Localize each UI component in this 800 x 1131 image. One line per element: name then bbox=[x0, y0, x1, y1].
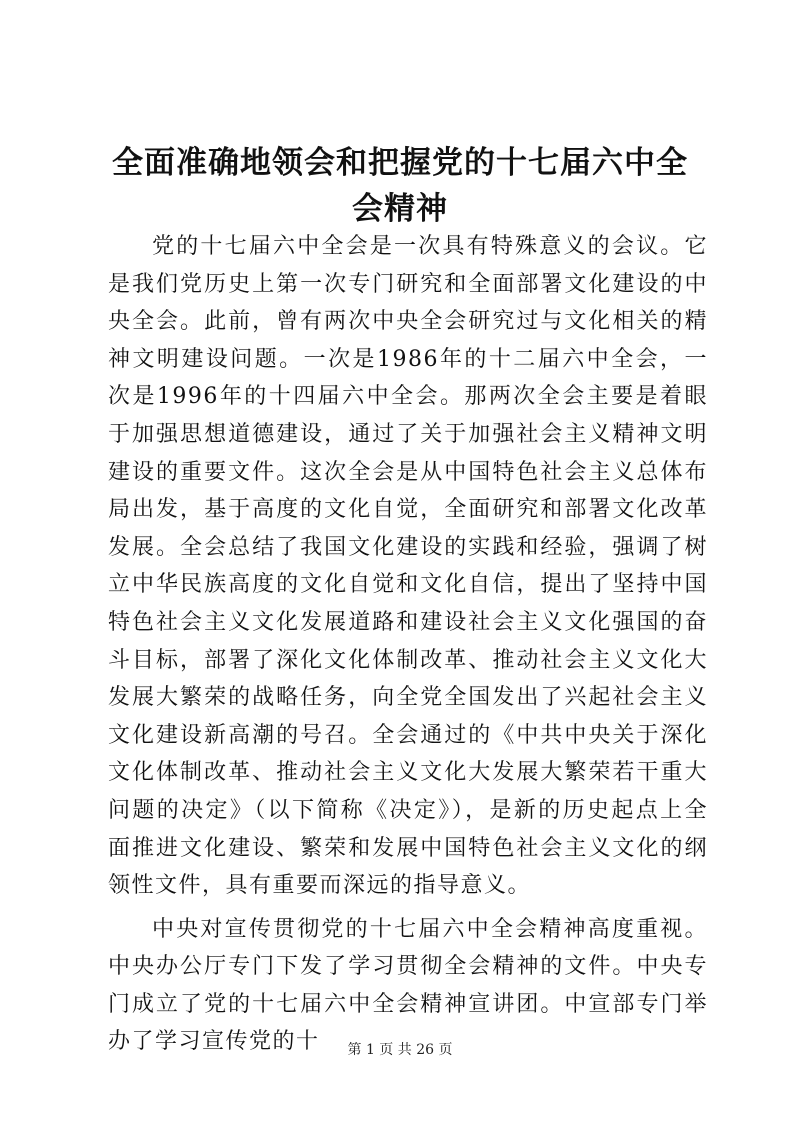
document-title: 全面准确地领会和把握党的十七届六中全会精神 bbox=[112, 145, 688, 227]
paragraph-1: 党的十七届六中全会是一次具有特殊意义的会议。它是我们党历史上第一次专门研究和全面部署文化建设的中央全会。此前，曾有两次中央全会研究过与文化相关的精神文明建设问题。一次是1986年的十二届六中全会，一次是1996年的十四届六中全会。那两次全会主要是着眼于加强思想道德建设，通过了关于加强社会主义精神文明建设的重要文件。这次全会是从中国特色社会主义总体布局出发，基于高度的文化自觉，全面研究和部署文化改革发展。全会总结了我国文化建设的实践和经验，强调了树立中华民族高度的文化自觉和文化自信，提出了坚持中国特色社会主义文化发展道路和建设社会主义文化强国的奋斗目标，部署了深化文化体制改革、推动社会主义文化大发展大繁荣的战略任务，向全党全国发出了兴起社会主义文化建设新高潮的号召。全会通过的《中共中央关于深化文化体制改革、推动社会主义文化大发展大繁荣若干重大问题的决定》（以下简称《决定》），是新的历史起点上全面推进文化建设、繁荣和发展中国特色社会主义文化的纲领性文件，具有重要而深远的指导意义。 bbox=[108, 234, 708, 899]
document-body bbox=[108, 228, 708, 1067]
paragraph-2: 中央对宣传贯彻党的十七届六中全会精神高度重视。中央办公厅专门下发了学习贯彻全会精神的文件。中央专门成立了党的十七届六中全会精神宣讲团。中宣部专门举办了学习宣传党的十 bbox=[108, 916, 708, 1055]
page-number-footer: 第 1 页 共 26 页 bbox=[347, 1042, 453, 1058]
